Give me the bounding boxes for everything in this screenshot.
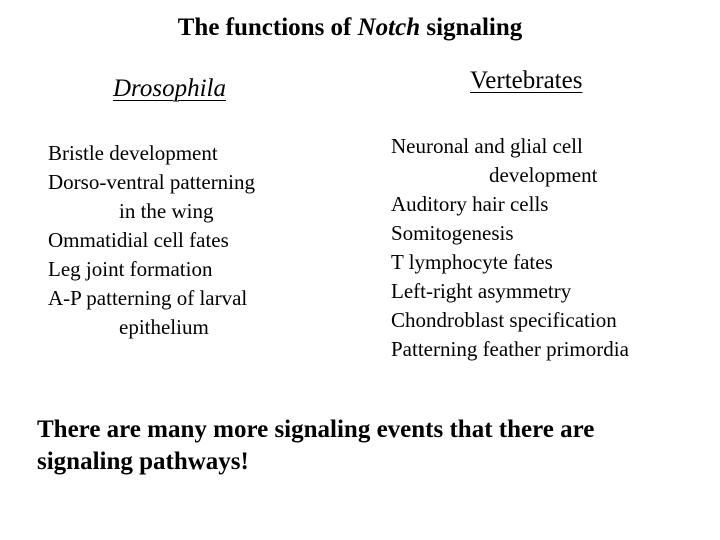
summary-line-1: There are many more signaling events that there are (37, 416, 595, 443)
page-title (0, 12, 700, 44)
list-item: T lymphocyte fates (391, 250, 553, 274)
vertebrates-heading: Vertebrates (470, 67, 583, 94)
list-item: Dorso-ventral patterning (48, 170, 256, 194)
vertebrate-functions-list (391, 132, 629, 364)
list-item: Bristle development (48, 141, 218, 165)
list-item: A-P patterning of larval (48, 286, 248, 310)
list-item: Left-right asymmetry (391, 279, 572, 303)
drosophila-functions-list (48, 139, 255, 342)
list-item: Leg joint formation (48, 257, 213, 281)
list-item-continuation: epithelium (119, 315, 209, 339)
title-suffix: signaling (420, 14, 523, 41)
list-item: Chondroblast specification (391, 308, 617, 332)
title-prefix: The functions of (177, 14, 358, 41)
list-item: Ommatidial cell fates (48, 228, 229, 252)
list-item: Auditory hair cells (391, 192, 549, 216)
title-notch-emphasis: Notch (357, 14, 421, 41)
list-item: Patterning feather primordia (391, 337, 629, 361)
list-item-continuation: development (489, 163, 598, 187)
list-item: Neuronal and glial cell (391, 134, 583, 158)
list-item-continuation: in the wing (119, 199, 214, 223)
summary-statement (37, 414, 697, 478)
list-item: Somitogenesis (391, 221, 514, 245)
drosophila-heading: Drosophila (113, 75, 226, 102)
summary-line-2: signaling pathways! (37, 448, 249, 475)
